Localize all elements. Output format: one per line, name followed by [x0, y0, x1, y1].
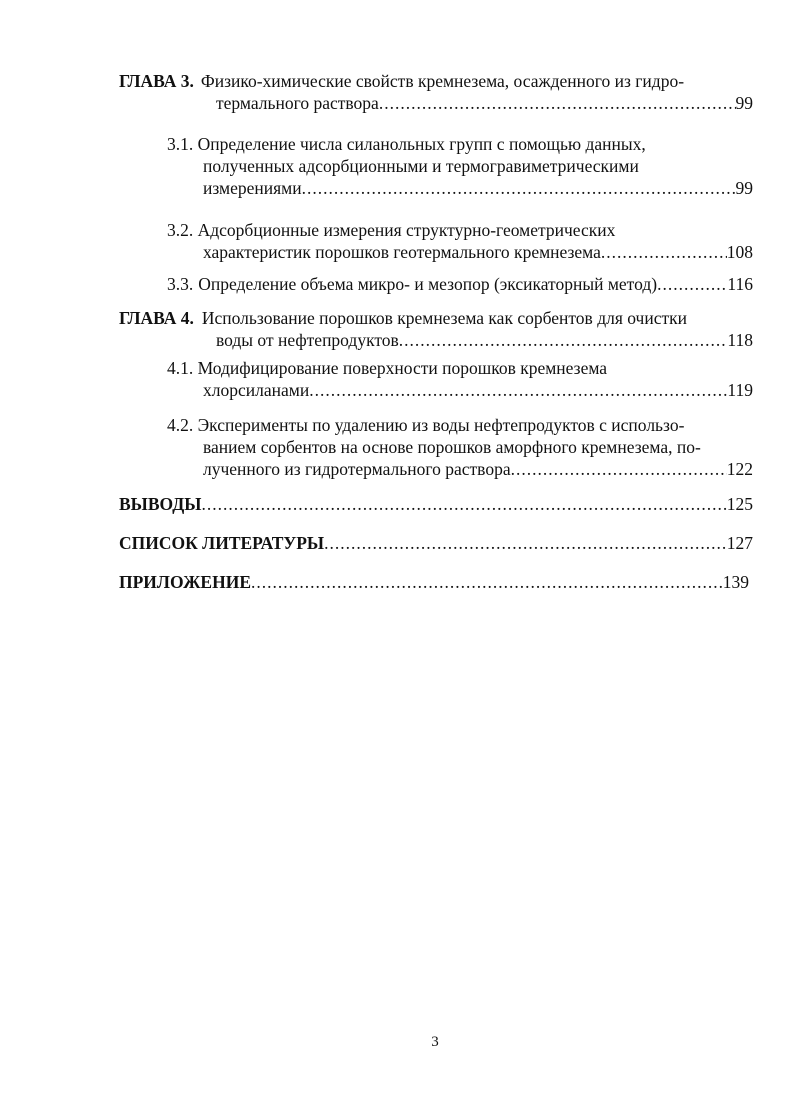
leader-dots	[657, 273, 727, 295]
toc-appendix[interactable]	[119, 571, 749, 593]
page-ref: 116	[727, 274, 753, 294]
chapter-title-line: воды от нефтепродуктов	[216, 330, 399, 350]
section-title-line: измерениями	[203, 178, 302, 198]
toc-conclusions[interactable]	[119, 493, 753, 515]
toc-section-4-2[interactable]	[167, 414, 753, 480]
toc-section-3-2[interactable]	[167, 219, 753, 263]
page-ref: 99	[735, 178, 753, 198]
chapter-label: ГЛАВА 4.	[119, 308, 194, 328]
chapter-label: ГЛАВА 3.	[119, 71, 194, 91]
page-ref: 108	[726, 242, 753, 262]
section-title-line: полученных адсорбционными и термогравиметрическими	[203, 156, 639, 176]
page-ref: 125	[726, 494, 753, 514]
section-title-line: Адсорбционные измерения структурно-геометрических	[197, 220, 616, 240]
toc-chapter-3[interactable]	[119, 70, 753, 114]
toc-section-3-3[interactable]	[167, 273, 753, 295]
section-title-line: хлорсиланами	[203, 380, 310, 400]
page-number: 3	[431, 1034, 439, 1050]
entry-title: СПИСОК ЛИТЕРАТУРЫ	[119, 533, 325, 553]
leader-dots	[399, 329, 728, 351]
entry-title: ПРИЛОЖЕНИЕ	[119, 572, 252, 592]
leader-dots	[379, 92, 736, 114]
leader-dots	[601, 241, 727, 263]
toc-section-4-1[interactable]	[167, 357, 753, 401]
toc-chapter-4[interactable]	[119, 307, 753, 351]
section-number: 3.1.	[167, 134, 194, 154]
page-ref: 119	[727, 380, 753, 400]
section-number: 3.2.	[167, 220, 194, 240]
toc-references[interactable]	[119, 532, 753, 554]
page-ref: 122	[726, 459, 753, 479]
leader-dots	[324, 532, 727, 554]
entry-title: ВЫВОДЫ	[119, 494, 202, 514]
chapter-title-line: Использование порошков кремнезема как сорбентов для очистки	[201, 308, 688, 328]
section-title-line: характеристик порошков геотермального кремнезема	[203, 242, 601, 262]
section-title-line: Определение числа силанольных групп с помощью данных,	[197, 134, 646, 154]
leader-dots	[302, 177, 736, 199]
section-title-line: Модифицирование поверхности порошков кремнезема	[197, 358, 608, 378]
leader-dots	[309, 379, 727, 401]
section-title-line: Эксперименты по удалению из воды нефтепродуктов с использо-	[197, 415, 685, 435]
chapter-title-line: Физико-химические свойств кремнезема, осажденного из гидро-	[200, 71, 685, 91]
section-number: 3.3.	[167, 274, 194, 294]
leader-dots	[511, 458, 727, 480]
leader-dots	[202, 493, 727, 515]
table-of-contents	[119, 70, 753, 593]
page-ref: 118	[727, 330, 753, 350]
section-number: 4.2.	[167, 415, 194, 435]
section-title-line: лученного из гидротермального раствора	[203, 459, 511, 479]
section-title-line: ванием сорбентов на основе порошков аморфного кремнезема, по-	[203, 437, 701, 457]
page-ref: 99	[735, 93, 753, 113]
page-ref: 127	[726, 533, 753, 553]
page-ref: 139	[722, 572, 749, 592]
leader-dots	[251, 571, 723, 593]
chapter-title-line: термального раствора	[216, 93, 379, 113]
section-number: 4.1.	[167, 358, 194, 378]
section-title-line: Определение объема микро- и мезопор (эксикаторный метод)	[198, 274, 658, 294]
toc-section-3-1[interactable]	[167, 133, 753, 199]
